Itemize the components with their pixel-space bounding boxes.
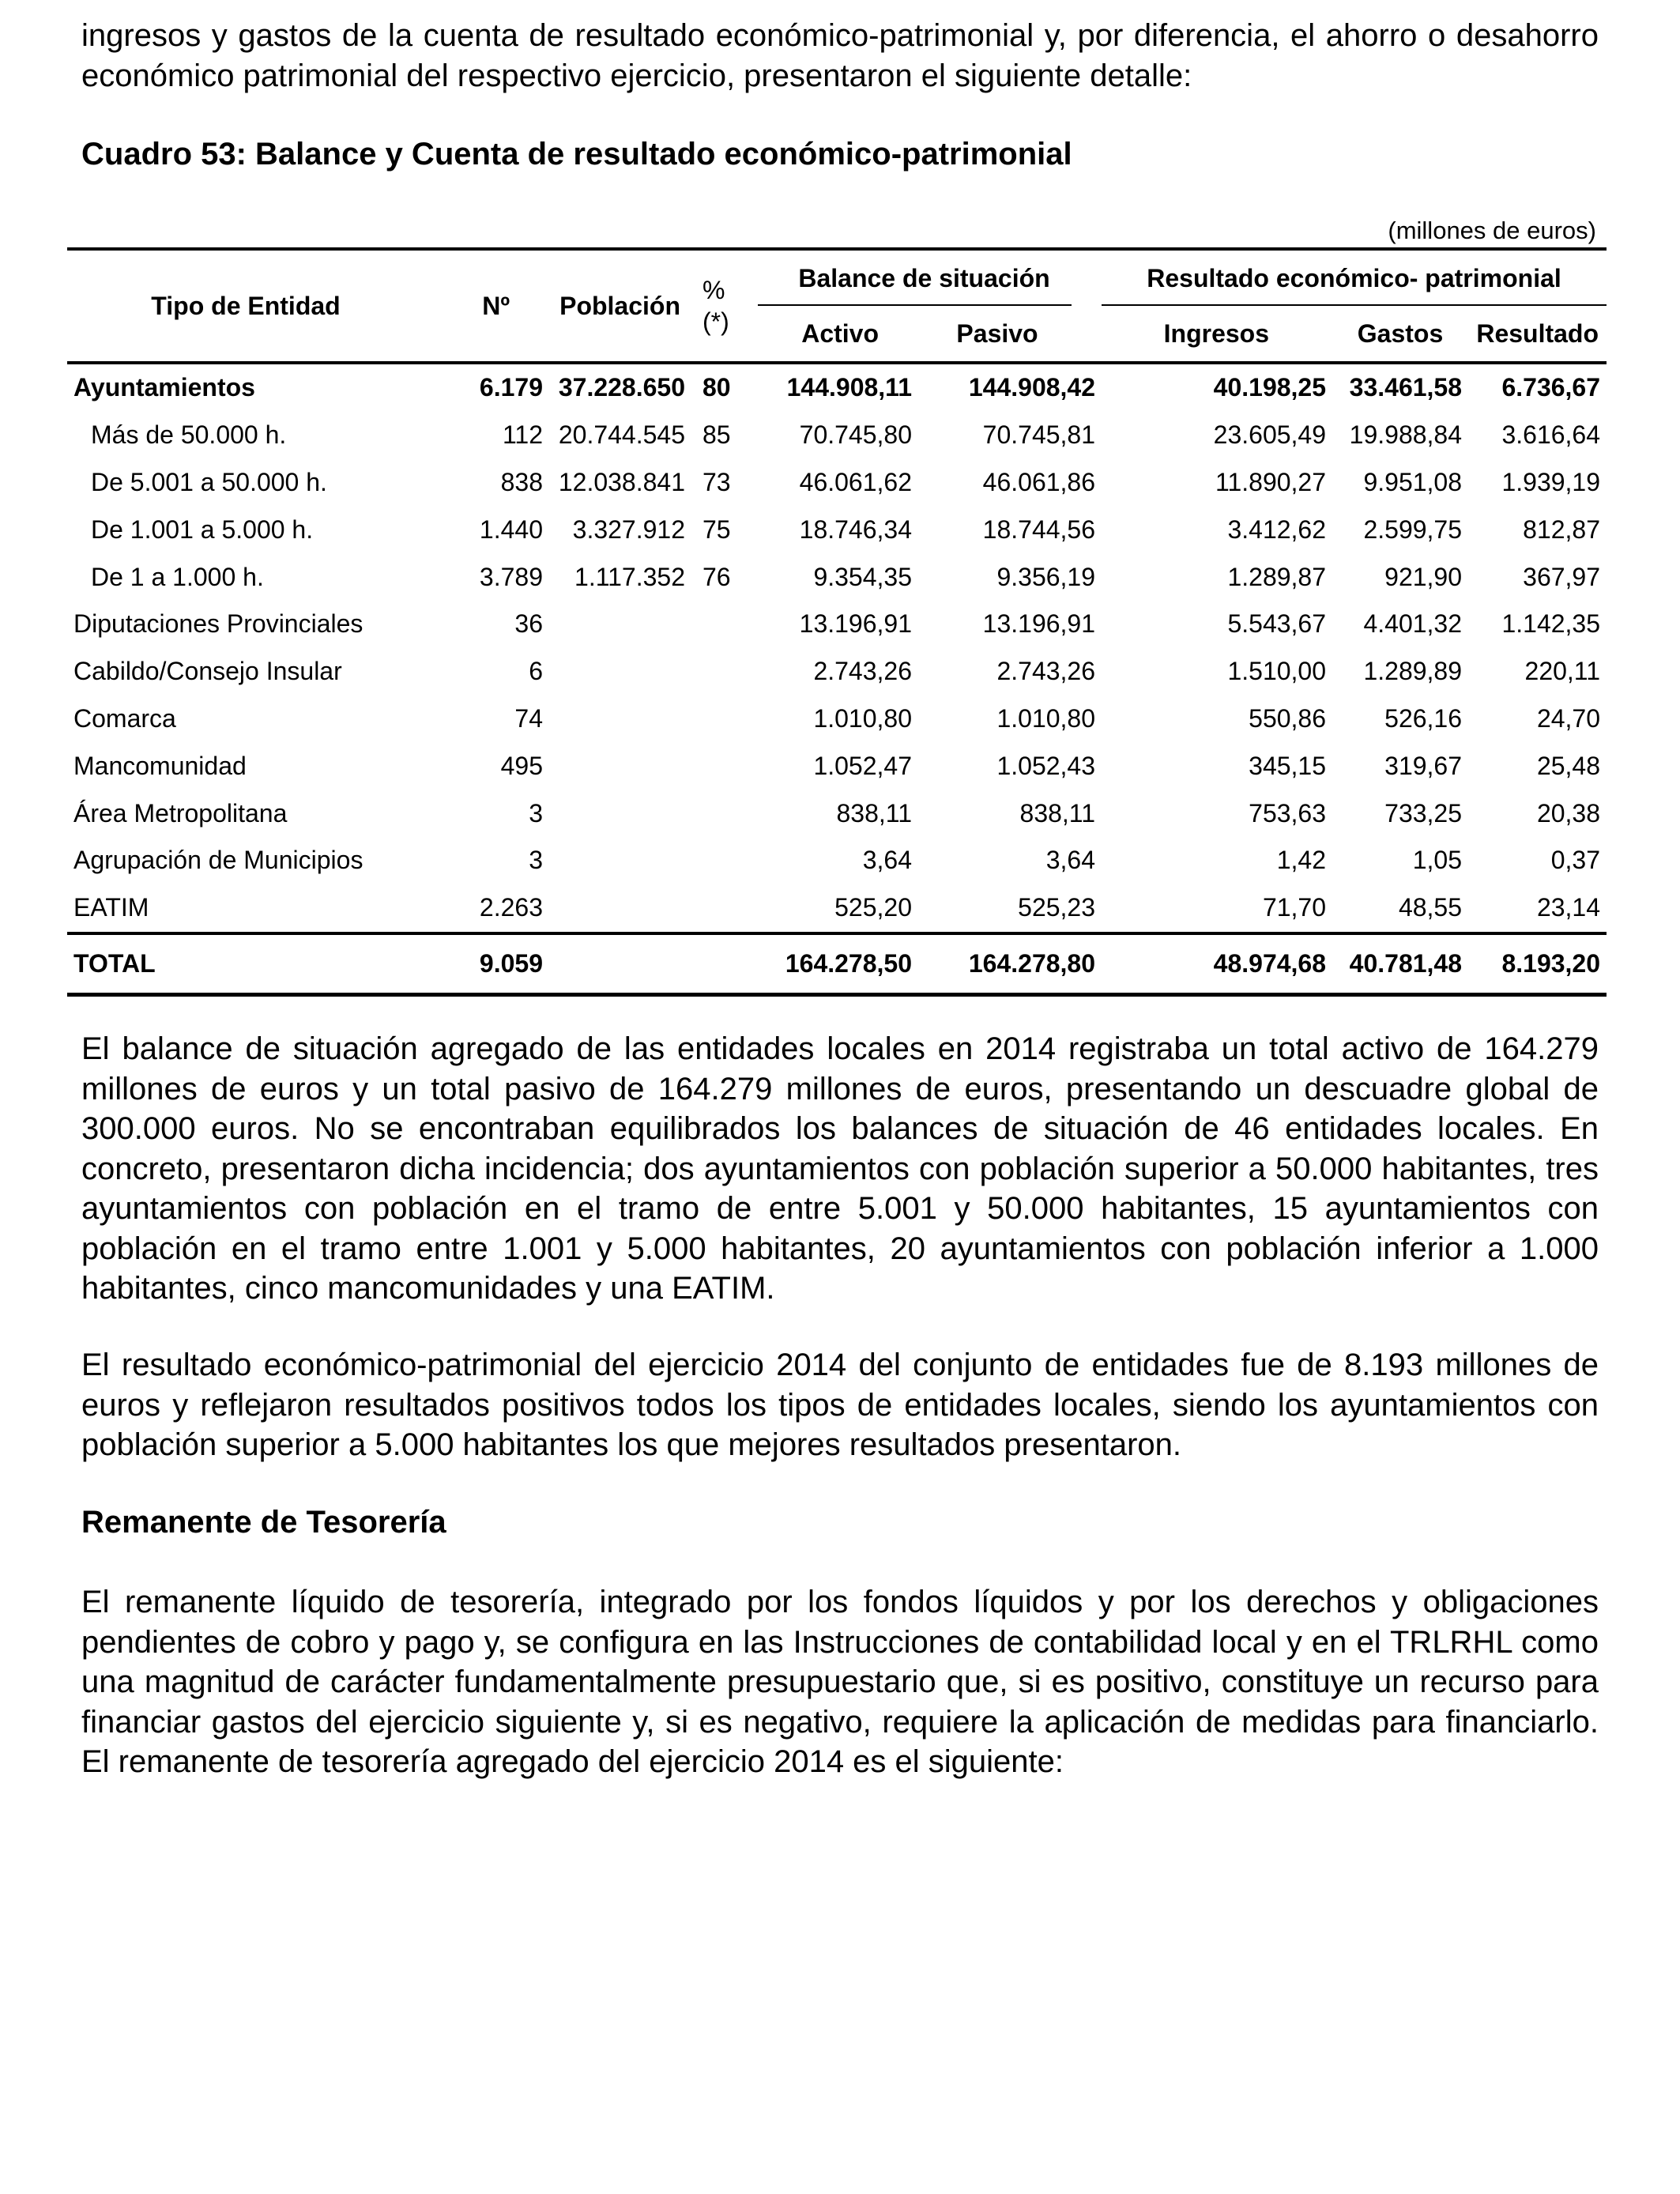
- cell-pasivo: 1.052,43: [996, 751, 1096, 780]
- header-resultado: Resultado: [1476, 319, 1599, 348]
- header-pct: [691, 249, 747, 363]
- header-ingresos: Ingresos: [1163, 319, 1270, 348]
- units-note: (millones de euros): [1388, 217, 1596, 244]
- cell-poblacion: [549, 696, 691, 743]
- cell-activo: 838,11: [836, 798, 912, 827]
- total-tipo: TOTAL: [73, 948, 156, 978]
- cell-resultado: 1.939,19: [1501, 467, 1601, 496]
- cell-tipo: Comarca: [73, 703, 176, 733]
- total-n: 9.059: [479, 948, 543, 978]
- table-row: [67, 742, 1607, 790]
- cell-n: 2.263: [479, 893, 543, 922]
- cell-pasivo: 525,23: [1018, 893, 1096, 922]
- cell-n: 1.440: [479, 515, 543, 544]
- header-resultado-label: Resultado económico- patrimonial: [1147, 263, 1561, 292]
- table-row: [67, 601, 1607, 648]
- cell-pct: [691, 742, 747, 790]
- cell-pasivo: 3,64: [1045, 846, 1096, 875]
- cell-pct: [691, 790, 747, 837]
- cell-gastos: 2.599,75: [1363, 515, 1463, 544]
- cell-activo: 46.061,62: [799, 467, 912, 496]
- cell-activo: 2.743,26: [813, 657, 912, 686]
- header-pasivo: Pasivo: [956, 319, 1038, 348]
- cell-pasivo: 18.744,56: [982, 515, 1096, 544]
- cell-n: 3: [529, 846, 543, 875]
- cell-poblacion: [549, 648, 691, 696]
- cell-pct: [691, 837, 747, 884]
- cell-gastos: 1.289,89: [1363, 657, 1463, 686]
- header-n: Nº: [482, 291, 510, 320]
- cell-ingresos: 550,86: [1249, 703, 1327, 733]
- table-row: [67, 412, 1607, 459]
- total-resultado: 8.193,20: [1501, 948, 1601, 978]
- cell-resultado: 1.142,35: [1501, 609, 1601, 639]
- header-balance-group: [747, 249, 1102, 306]
- table-row: [67, 696, 1607, 743]
- section-heading: Remanente de Tesorería: [81, 1505, 446, 1540]
- cell-pct: [691, 696, 747, 743]
- cell-activo: 3,64: [862, 846, 912, 875]
- cell-tipo: Área Metropolitana: [73, 798, 288, 827]
- cell-ingresos: 5.543,67: [1227, 609, 1327, 639]
- cell-resultado: 6.736,67: [1501, 373, 1601, 402]
- balance-table: [67, 247, 1607, 997]
- cell-pasivo: 2.743,26: [996, 657, 1096, 686]
- cell-n: 74: [514, 703, 543, 733]
- header-pct-note: (*): [703, 307, 729, 336]
- cell-pasivo: 46.061,86: [982, 467, 1096, 496]
- cell-pasivo: 1.010,80: [996, 703, 1096, 733]
- cell-resultado: 0,37: [1550, 846, 1601, 875]
- table-row: [67, 459, 1607, 507]
- cell-ingresos: 1.510,00: [1227, 657, 1327, 686]
- cell-resultado: 3.616,64: [1501, 420, 1601, 450]
- cell-resultado: 20,38: [1536, 798, 1601, 827]
- header-poblacion: Población: [559, 291, 680, 320]
- cell-n: 3: [529, 798, 543, 827]
- cell-n: 3.789: [479, 562, 543, 591]
- total-gastos: 40.781,48: [1349, 948, 1463, 978]
- cell-activo: 18.746,34: [799, 515, 912, 544]
- cell-tipo: Diputaciones Provinciales: [73, 609, 363, 639]
- header-balance-label: Balance de situación: [798, 263, 1050, 292]
- cell-pct: 76: [703, 562, 731, 591]
- header-gastos: Gastos: [1357, 319, 1444, 348]
- cell-poblacion: 1.117.352: [574, 562, 685, 591]
- cell-gastos: 9.951,08: [1363, 467, 1463, 496]
- table-row: [67, 648, 1607, 696]
- cell-pasivo: 838,11: [1019, 798, 1096, 827]
- table-row: [67, 506, 1607, 553]
- cell-activo: 1.052,47: [813, 751, 912, 780]
- cell-gastos: 19.988,84: [1349, 420, 1463, 450]
- header-tipo: Tipo de Entidad: [151, 291, 341, 320]
- resultado-paragraph: El resultado económico-patrimonial del ejercicio 2014 del conjunto de entidades fue de 8.193 millones de euros y reflejaron resultados positivos todos los tipos de entidades locales, siendo los ayuntamientos con población superior a 5.000 habitantes los que mejores resultados presentaron.: [81, 1348, 1599, 1462]
- cell-poblacion: [549, 601, 691, 648]
- cell-tipo: De 5.001 a 50.000 h.: [91, 467, 327, 496]
- cell-pct: 80: [703, 373, 731, 402]
- cell-pct: 75: [703, 515, 731, 544]
- cell-n: 495: [500, 751, 543, 780]
- cell-tipo: De 1 a 1.000 h.: [91, 562, 264, 591]
- cell-pct: 85: [703, 420, 731, 450]
- cell-resultado: 24,70: [1536, 703, 1601, 733]
- cell-pasivo: 13.196,91: [982, 609, 1096, 639]
- header-activo: Activo: [801, 319, 879, 348]
- cell-tipo: Ayuntamientos: [73, 373, 255, 402]
- cell-gastos: 4.401,32: [1363, 609, 1463, 639]
- cell-ingresos: 11.890,27: [1215, 467, 1327, 496]
- cell-tipo: Cabildo/Consejo Insular: [73, 657, 342, 686]
- cell-tipo: De 1.001 a 5.000 h.: [91, 515, 314, 544]
- cell-tipo: Más de 50.000 h.: [91, 420, 287, 450]
- cell-ingresos: 1,42: [1276, 846, 1327, 875]
- cell-pasivo: 70.745,81: [982, 420, 1096, 450]
- cell-ingresos: 40.198,25: [1213, 373, 1327, 402]
- cell-tipo: EATIM: [73, 893, 149, 922]
- table-row: [67, 884, 1607, 933]
- cell-activo: 144.908,11: [786, 373, 912, 402]
- cell-ingresos: 753,63: [1249, 798, 1327, 827]
- cell-activo: 13.196,91: [799, 609, 912, 639]
- table-title: Cuadro 53: Balance y Cuenta de resultado económico-patrimonial: [81, 137, 1072, 172]
- header-pct-symbol: %: [703, 276, 725, 304]
- cell-gastos: 1,05: [1412, 846, 1463, 875]
- table-row: [67, 790, 1607, 837]
- cell-pct: 73: [703, 467, 731, 496]
- total-ingresos: 48.974,68: [1213, 948, 1327, 978]
- table-row: [67, 363, 1607, 412]
- cell-gastos: 319,67: [1384, 751, 1463, 780]
- cell-pasivo: 9.356,19: [996, 562, 1096, 591]
- cell-pasivo: 144.908,42: [968, 373, 1096, 402]
- cell-activo: 70.745,80: [799, 420, 912, 450]
- total-pasivo: 164.278,80: [968, 948, 1096, 978]
- cell-ingresos: 23.605,49: [1213, 420, 1327, 450]
- cell-poblacion: 37.228.650: [558, 373, 685, 402]
- cell-resultado: 23,14: [1536, 893, 1601, 922]
- cell-resultado: 367,97: [1523, 562, 1601, 591]
- cell-ingresos: 3.412,62: [1227, 515, 1327, 544]
- cell-activo: 525,20: [834, 893, 912, 922]
- total-pct: [691, 933, 747, 995]
- tesoreria-paragraph: El remanente líquido de tesorería, integrado por los fondos líquidos y por los derechos y obligaciones pendientes de cobro y pago y, se configura en las Instrucciones de contabilidad local y en el TRLRHL como una magnitud de carácter fundamentalmente presupuestario que, si es positivo, constituye un recurso para financiar gastos del ejercicio siguiente y, si es negativo, requiere la aplicación de medidas para financiarlo. El remanente de tesorería agregado del ejercicio 2014 es el siguiente:: [81, 1585, 1599, 1779]
- cell-resultado: 812,87: [1523, 515, 1601, 544]
- cell-poblacion: [549, 742, 691, 790]
- cell-ingresos: 345,15: [1249, 751, 1327, 780]
- cell-ingresos: 71,70: [1262, 893, 1327, 922]
- cell-pct: [691, 648, 747, 696]
- cell-activo: 1.010,80: [813, 703, 912, 733]
- header-resultado-group: [1102, 249, 1607, 306]
- total-poblacion: [549, 933, 691, 995]
- cell-gastos: 921,90: [1384, 562, 1463, 591]
- cell-n: 6.179: [479, 373, 543, 402]
- cell-n: 112: [502, 420, 543, 450]
- cell-poblacion: [549, 837, 691, 884]
- cell-resultado: 220,11: [1524, 657, 1601, 686]
- cell-poblacion: [549, 884, 691, 933]
- cell-n: 36: [514, 609, 543, 639]
- intro-paragraph: ingresos y gastos de la cuenta de resultado económico-patrimonial y, por diferencia, el ahorro o desahorro económico patrimonial del respectivo ejercicio, presentaron el siguiente detalle:: [81, 18, 1599, 93]
- cell-activo: 9.354,35: [813, 562, 912, 591]
- cell-n: 838: [500, 467, 543, 496]
- cell-gastos: 33.461,58: [1349, 373, 1463, 402]
- cell-pct: [691, 884, 747, 933]
- cell-gastos: 526,16: [1384, 703, 1463, 733]
- total-row: [67, 933, 1607, 995]
- cell-poblacion: 3.327.912: [572, 515, 685, 544]
- cell-gastos: 733,25: [1384, 798, 1463, 827]
- cell-tipo: Agrupación de Municipios: [73, 846, 363, 875]
- cell-poblacion: 20.744.545: [558, 420, 685, 450]
- table-row: [67, 837, 1607, 884]
- cell-resultado: 25,48: [1536, 751, 1601, 780]
- cell-gastos: 48,55: [1398, 893, 1463, 922]
- cell-poblacion: [549, 790, 691, 837]
- balance-paragraph: El balance de situación agregado de las entidades locales en 2014 registraba un total activo de 164.279 millones de euros y un total pasivo de 164.279 millones de euros, presentando un descuadre global de 300.000 euros. No se encontraban equilibrados los balances de situación de 46 entidades locales. En concreto, presentaron dicha incidencia; dos ayuntamientos con población superior a 50.000 habitantes, tres ayuntamientos con población en el tramo de entre 5.001 y 50.000 habitantes, 15 ayuntamientos con población en el tramo entre 1.001 y 5.000 habitantes, 20 ayuntamientos con población inferior a 1.000 habitantes, cinco mancomunidades y una EATIM.: [81, 1031, 1599, 1306]
- total-activo: 164.278,50: [785, 948, 912, 978]
- cell-n: 6: [529, 657, 543, 686]
- cell-ingresos: 1.289,87: [1227, 562, 1327, 591]
- cell-tipo: Mancomunidad: [73, 751, 247, 780]
- cell-pct: [691, 601, 747, 648]
- table-row: [67, 553, 1607, 601]
- cell-poblacion: 12.038.841: [558, 467, 685, 496]
